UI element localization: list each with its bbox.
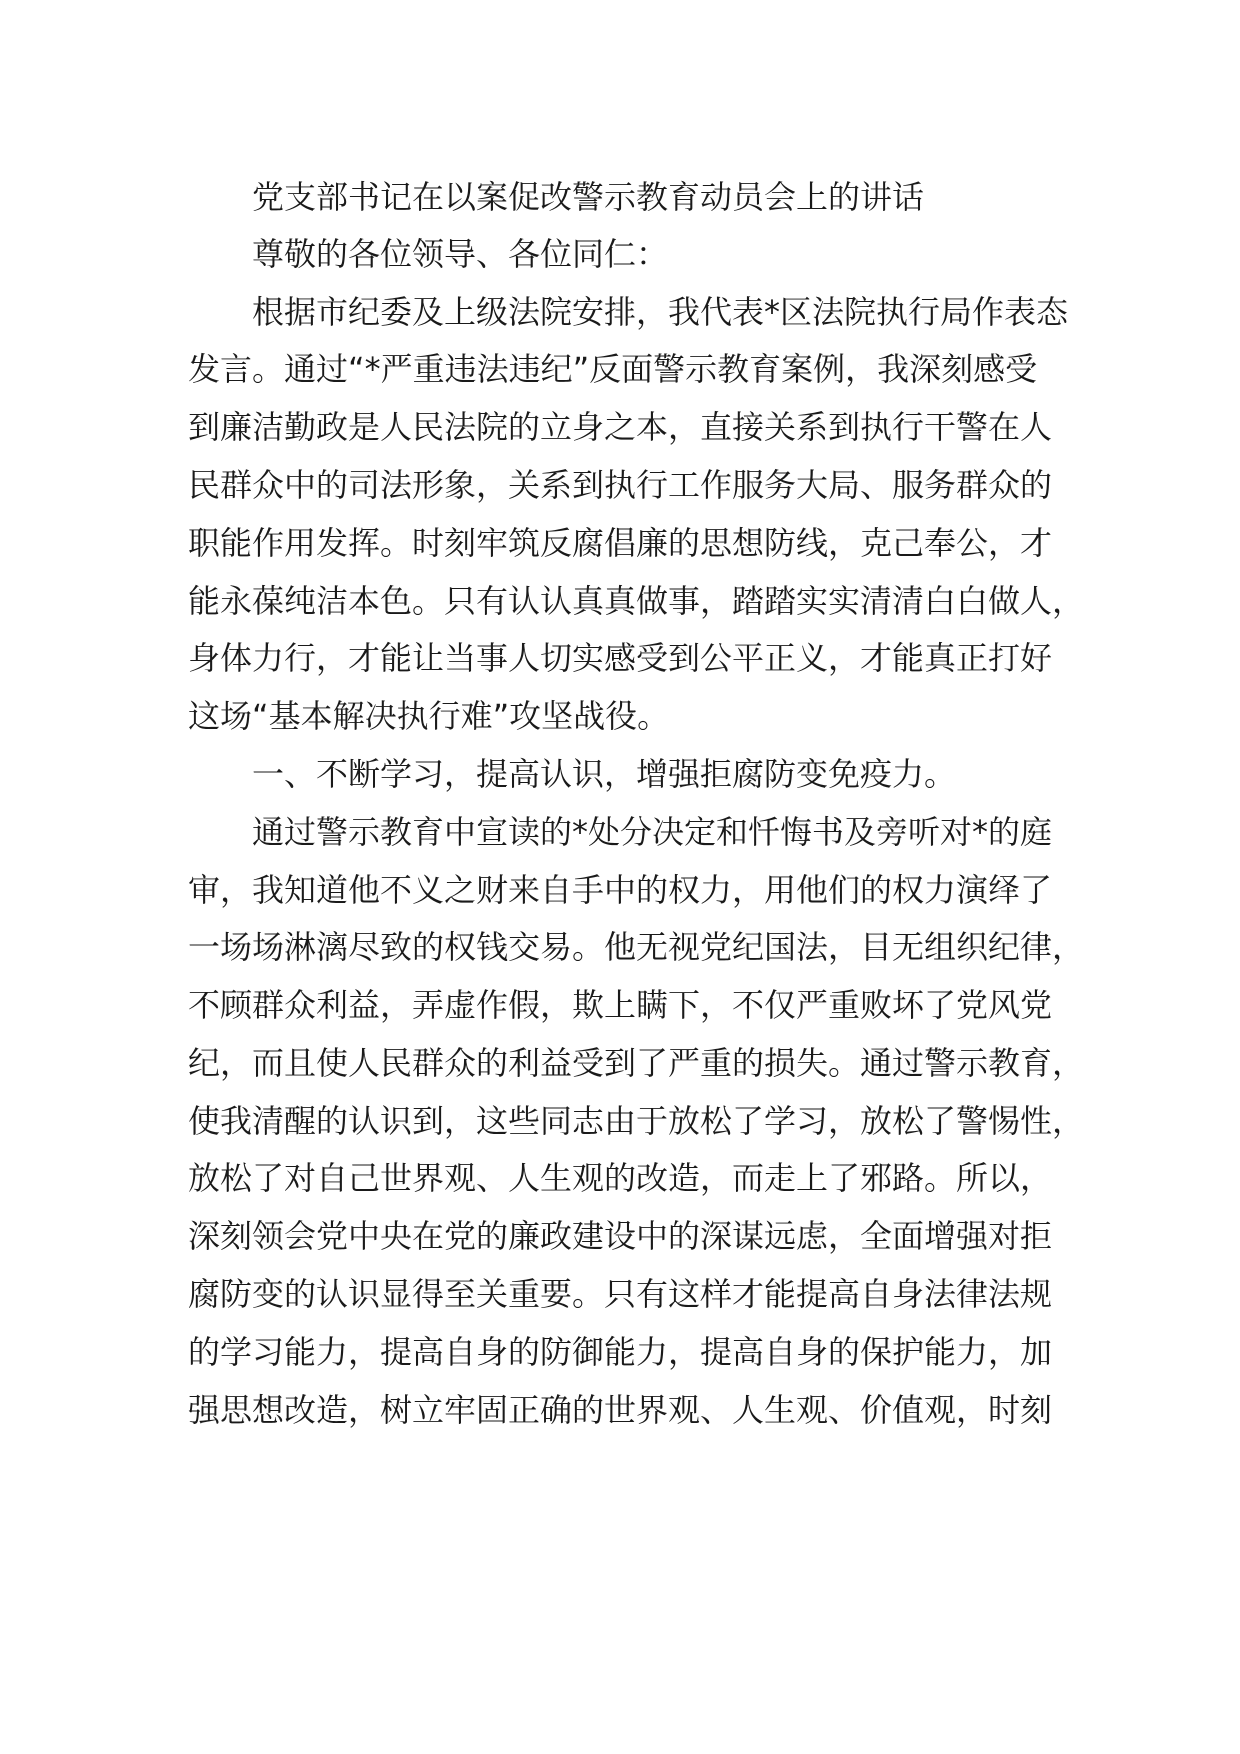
text-line: 审，我知道他不义之财来自手中的权力，用他们的权力演绎了 (188, 871, 1053, 909)
text-line: 职能作用发挥。时刻牢筑反腐倡廉的思想防线，克己奉公，才 (188, 524, 1053, 562)
text-line: 的学习能力，提高自身的防御能力，提高自身的保护能力，加 (188, 1333, 1053, 1371)
text-line: 民群众中的司法形象，关系到执行工作服务大局、服务群众的 (188, 466, 1053, 504)
text-line: 这场“基本解决执行难”攻坚战役。 (188, 697, 670, 735)
text-line: 使我清醒的认识到，这些同志由于放松了学习，放松了警惕性， (188, 1102, 1085, 1140)
text-line: 能永葆纯洁本色。只有认认真真做事，踏踏实实清清白白做人， (188, 582, 1085, 620)
text-line: 纪，而且使人民群众的利益受到了严重的损失。通过警示教育， (188, 1044, 1085, 1082)
salutation: 尊敬的各位领导、各位同仁： (252, 235, 669, 273)
text-line: 深刻领会党中央在党的廉政建设中的深谋远虑，全面增强对拒 (188, 1217, 1053, 1255)
text-line: 腐防变的认识显得至关重要。只有这样才能提高自身法律法规 (188, 1275, 1053, 1313)
text-line: 放松了对自己世界观、人生观的改造，而走上了邪路。所以， (188, 1159, 1053, 1197)
text-line: 身体力行，才能让当事人切实感受到公平正义，才能真正打好 (188, 639, 1053, 677)
text-line: 通过警示教育中宣读的*处分决定和忏悔书及旁听对*的庭 (252, 813, 1053, 851)
section-heading: 一、不断学习，提高认识，增强拒腐防变免疫力。 (252, 755, 957, 793)
text-line: 根据市纪委及上级法院安排，我代表*区法院执行局作表态 (252, 293, 1069, 331)
text-line: 发言。通过“*严重违法违纪”反面警示教育案例，我深刻感受 (188, 350, 1038, 388)
text-line: 强思想改造，树立牢固正确的世界观、人生观、价值观，时刻 (188, 1391, 1053, 1429)
text-line: 不顾群众利益，弄虚作假，欺上瞒下，不仅严重败坏了党风党 (188, 986, 1053, 1024)
text-line: 一场场淋漓尽致的权钱交易。他无视党纪国法，目无组织纪律， (188, 928, 1085, 966)
text-line: 到廉洁勤政是人民法院的立身之本，直接关系到执行干警在人 (188, 408, 1053, 446)
document-title: 党支部书记在以案促改警示教育动员会上的讲话 (252, 178, 925, 216)
